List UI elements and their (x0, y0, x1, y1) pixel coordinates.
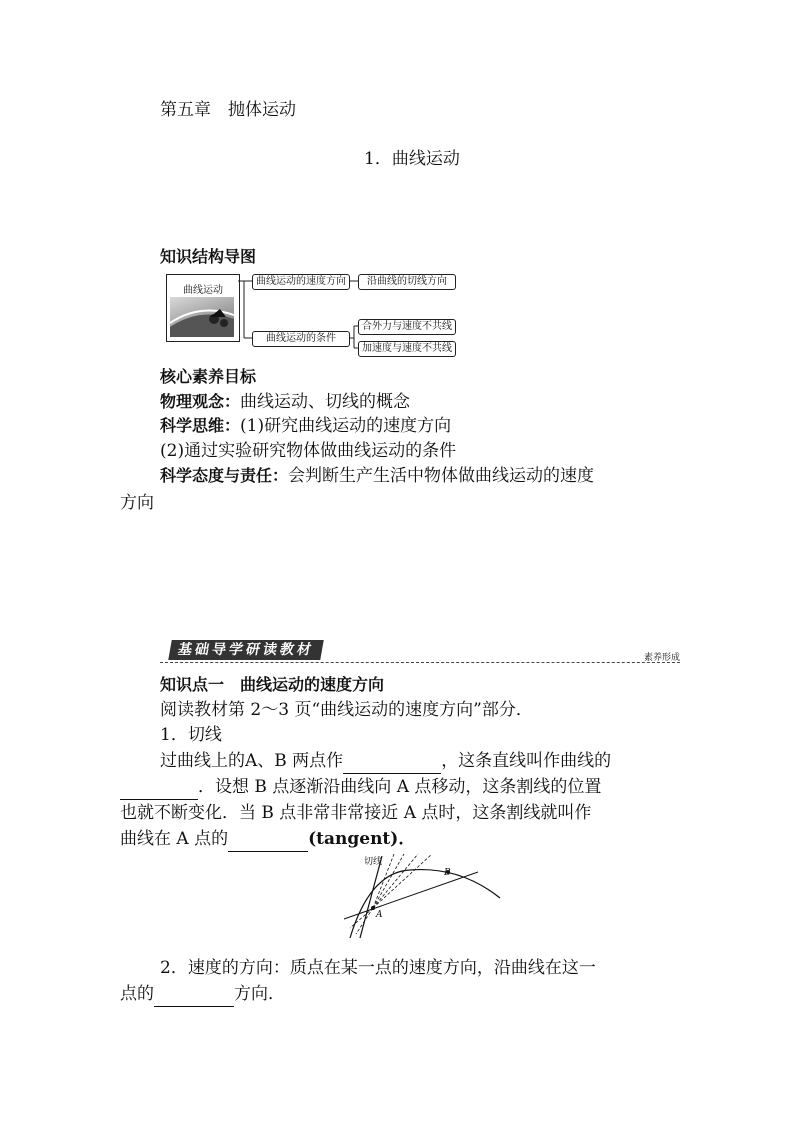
chapter-title: 第五章 抛体运动 (160, 100, 296, 120)
para-line-3: 也就不断变化．当 B 点非常非常接近 A 点时，这条割线就叫作 (120, 803, 592, 823)
para2-text: ．设想 B 点逐渐沿曲线向 A 点移动，这条割线的位置 (198, 777, 602, 797)
para4-text-b: (tangent)． (308, 829, 416, 849)
figure-label-tangent: 切线 (364, 857, 383, 867)
banner-title: 基础导学研读教材 (168, 640, 324, 660)
knowledge-point-heading: 知识点一 曲线运动的速度方向 (160, 675, 385, 694)
branch2-box: 曲线运动的条件 (252, 331, 350, 347)
goal-line-2 (160, 413, 451, 439)
figure-label-b: B (444, 868, 451, 878)
goals-heading: 核心素养目标 (160, 367, 257, 386)
goal-label-attitude: 科学态度与责任： (160, 466, 289, 485)
item2-line-2 (120, 981, 285, 1007)
para1-text-b: ，这条直线叫作曲线的 (441, 751, 612, 771)
para1-text-a: 过曲线上的A、B 两点作 (160, 751, 344, 771)
goal-line-5: 方向 (120, 493, 154, 513)
figure-label-a: A (376, 910, 383, 920)
section-banner (160, 638, 680, 664)
blank-tangent[interactable] (228, 833, 308, 852)
goal-line-3: (2)通过实验研究物体做曲线运动的条件 (160, 441, 457, 461)
goal-label-thinking: 科学思维： (160, 416, 241, 435)
root-label: 曲线运动 (183, 285, 223, 296)
banner-right-tag: 素养形成 (643, 653, 680, 663)
para-line-4 (120, 826, 415, 852)
branch2-leaf1-box: 合外力与速度不共线 (358, 319, 456, 335)
section-title: 1．曲线运动 (364, 149, 460, 169)
goal-text-thinking: (1)研究曲线运动的速度方向 (240, 416, 452, 436)
knowledge-map (160, 270, 470, 360)
item2-line-1: 2．速度的方向：质点在某一点的速度方向，沿曲线在这一 (160, 958, 596, 978)
goal-text-attitude: 会判断生产生活中物体做曲线运动的速度 (288, 466, 595, 486)
item2-text-post: 方向． (234, 984, 285, 1004)
blank-secant-name[interactable] (120, 781, 198, 800)
read-instruction: 阅读教材第 2～3 页“曲线运动的速度方向”部分． (160, 700, 533, 720)
blank-secant[interactable] (343, 755, 441, 774)
branch1-box: 曲线运动的速度方向 (252, 274, 350, 290)
branch1-leaf-box: 沿曲线的切线方向 (358, 274, 456, 290)
banner-rule (160, 662, 680, 663)
item2-text-pre: 点的 (120, 984, 154, 1004)
goal-label-physics: 物理观念： (160, 392, 241, 411)
branch2-leaf2-box: 加速度与速度不共线 (358, 341, 456, 357)
tangent-figure (340, 852, 510, 942)
para-line-2 (120, 774, 601, 800)
goal-line-4 (160, 463, 594, 489)
goal-text-physics: 曲线运动、切线的概念 (240, 392, 411, 412)
knowledge-map-heading: 知识结构导图 (160, 247, 257, 266)
item1-title: 1．切线 (160, 725, 222, 745)
para4-text-a: 曲线在 A 点的 (120, 829, 229, 849)
para-line-1 (160, 748, 611, 774)
blank-velocity-direction[interactable] (154, 988, 234, 1007)
goal-line-1 (160, 389, 410, 415)
